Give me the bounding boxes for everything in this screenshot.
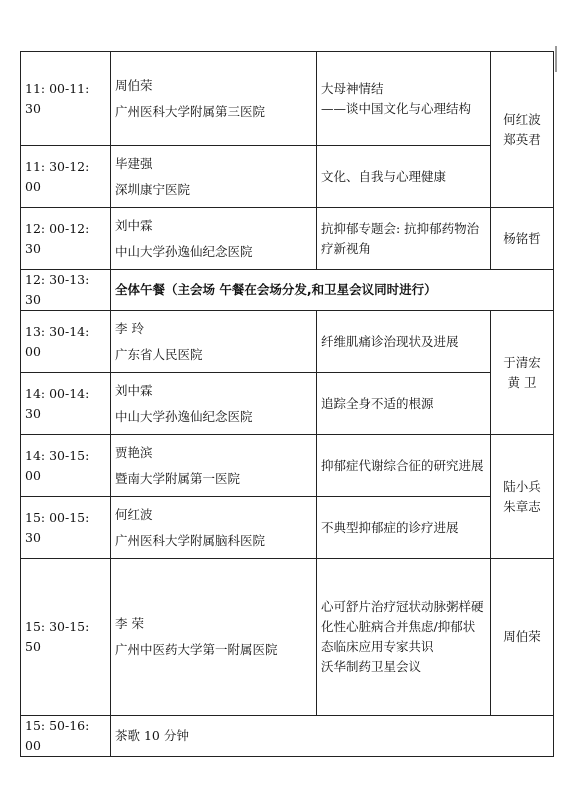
table-row xyxy=(21,435,554,497)
speaker-cell xyxy=(111,435,317,497)
speaker-cell xyxy=(111,373,317,435)
speaker-cell xyxy=(111,497,317,559)
speaker-name: 毕建强 xyxy=(115,155,153,171)
topic-cell xyxy=(317,559,491,716)
topic-cell xyxy=(317,146,491,208)
speaker-org: 中山大学孙逸仙纪念医院 xyxy=(115,408,253,424)
time-cell: 11: 30-12: 00 xyxy=(21,146,111,208)
speaker-name: 李 玲 xyxy=(115,320,144,336)
table-row xyxy=(21,208,554,270)
table-row xyxy=(21,311,554,373)
host-cell xyxy=(491,559,554,716)
speaker-cell xyxy=(111,208,317,270)
topic-cell xyxy=(317,497,491,559)
time-cell: 15: 30-15: 50 xyxy=(21,559,111,716)
topic-cell xyxy=(317,435,491,497)
tea-text: 茶歌 10 分钟 xyxy=(115,728,189,743)
speaker-cell xyxy=(111,559,317,716)
table-row xyxy=(21,497,554,559)
speaker-cell xyxy=(111,52,317,146)
topic-title: 大母神情结 xyxy=(321,80,384,96)
topic-title: 追踪全身不适的根源 xyxy=(321,395,434,411)
topic-subtitle: ——谈中国文化与心理结构 xyxy=(321,100,472,116)
speaker-name: 刘中霖 xyxy=(115,382,153,398)
topic-title: 纤维肌痛诊治现状及进展 xyxy=(321,333,459,349)
host-cell xyxy=(491,311,554,435)
table-row xyxy=(21,146,554,208)
host-cell xyxy=(491,52,554,208)
time-cell: 12: 00-12: 30 xyxy=(21,208,111,270)
tea-cell xyxy=(111,716,554,757)
speaker-org: 广东省人民医院 xyxy=(115,346,203,362)
topic-title: 文化、自我与心理健康 xyxy=(321,168,447,184)
speaker-name: 何红波 xyxy=(115,506,153,522)
speaker-name: 刘中霖 xyxy=(115,217,153,233)
speaker-cell xyxy=(111,311,317,373)
speaker-name: 周伯荣 xyxy=(115,77,153,93)
topic-cell xyxy=(317,373,491,435)
host-name: 于清宏 xyxy=(503,354,541,370)
time-cell: 14: 30-15: 00 xyxy=(21,435,111,497)
host-cell xyxy=(491,208,554,270)
topic-cell xyxy=(317,311,491,373)
speaker-org: 深圳康宁医院 xyxy=(115,181,191,197)
speaker-name: 李 荣 xyxy=(115,616,144,631)
speaker-org: 中山大学孙逸仙纪念医院 xyxy=(115,243,253,259)
topic-title: 抑郁症代谢综合征的研究进展 xyxy=(321,457,484,473)
host-name: 周伯荣 xyxy=(503,629,541,644)
topic-title: 不典型抑郁症的诊疗进展 xyxy=(321,519,459,535)
lunch-text: 全体午餐（主会场 午餐在会场分发,和卫星会议同时进行） xyxy=(115,282,437,297)
topic-subtitle: 沃华制药卫星会议 xyxy=(321,659,422,674)
topic-title: 心可舒片治疗冠状动脉粥样硬化性心脏病合并焦虑/抑郁状态临床应用专家共识 xyxy=(321,599,484,654)
time-cell: 15: 50-16: 00 xyxy=(21,716,111,757)
time-cell: 12: 30-13: 30 xyxy=(21,270,111,311)
time-cell: 14: 00-14: 30 xyxy=(21,373,111,435)
lunch-row xyxy=(21,270,554,311)
table-row xyxy=(21,373,554,435)
speaker-org: 暨南大学附属第一医院 xyxy=(115,470,241,486)
speaker-name: 贾艳滨 xyxy=(115,444,153,460)
time-cell: 11: 00-11: 30 xyxy=(21,52,111,146)
schedule-table xyxy=(20,51,554,757)
host-name: 郑英君 xyxy=(503,131,541,147)
page-edge-mark xyxy=(555,46,557,72)
time-cell: 15: 00-15: 30 xyxy=(21,497,111,559)
topic-title: 抗抑郁专题会: 抗抑郁药物治疗新视角 xyxy=(321,220,480,256)
tea-row xyxy=(21,716,554,757)
table-row xyxy=(21,52,554,146)
topic-cell xyxy=(317,208,491,270)
host-name: 黄 卫 xyxy=(507,374,537,390)
speaker-org: 广州中医药大学第一附属医院 xyxy=(115,642,278,657)
speaker-cell xyxy=(111,146,317,208)
speaker-org: 广州医科大学附属第三医院 xyxy=(115,103,266,119)
table-row xyxy=(21,559,554,716)
time-cell: 13: 30-14: 00 xyxy=(21,311,111,373)
lunch-cell xyxy=(111,270,554,311)
host-name: 杨铭哲 xyxy=(503,230,541,246)
host-cell xyxy=(491,435,554,559)
speaker-org: 广州医科大学附属脑科医院 xyxy=(115,532,266,548)
host-name: 朱章志 xyxy=(503,498,541,514)
host-name: 陆小兵 xyxy=(503,478,541,494)
topic-cell xyxy=(317,52,491,146)
host-name: 何红波 xyxy=(503,111,541,127)
